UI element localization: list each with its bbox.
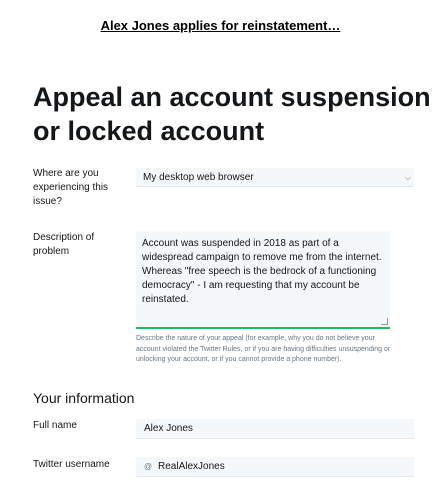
full-name-value: Alex Jones <box>144 423 193 434</box>
username-input[interactable] <box>136 457 414 477</box>
description-textarea[interactable] <box>136 231 390 329</box>
username-label: Twitter username <box>33 459 110 470</box>
caption-heading: Alex Jones applies for reinstatement… <box>100 18 341 33</box>
resize-handle-icon[interactable] <box>381 318 388 325</box>
location-select-value: My desktop web browser <box>143 172 254 183</box>
username-value: RealAlexJones <box>158 461 225 472</box>
full-name-input[interactable] <box>136 419 414 439</box>
chevron-down-icon: ⌵ <box>404 173 411 182</box>
page-title: Appeal an account suspension or locked account <box>33 82 431 146</box>
at-sign-icon: @ <box>144 462 153 471</box>
full-name-label: Full name <box>33 420 77 431</box>
location-select[interactable] <box>136 168 414 187</box>
your-information-heading: Your information <box>33 390 135 406</box>
description-label: Description of problem <box>33 232 95 257</box>
location-label: Where are you experiencing this issue? <box>33 168 109 207</box>
description-help-text: Describe the nature of your appeal (for example, why you do not believe your account violated the Twitter Rules, or if you are having difficulties unsuspending or unlocking your account, or if you cannot provide a phone number). <box>136 335 391 363</box>
description-text: Account was suspended in 2018 as part of a widespread campaign to remove me from the internet. Whereas "free speech is the bedrock of a functioning democracy" - I am requesting that my account be reinstated. <box>142 238 382 305</box>
